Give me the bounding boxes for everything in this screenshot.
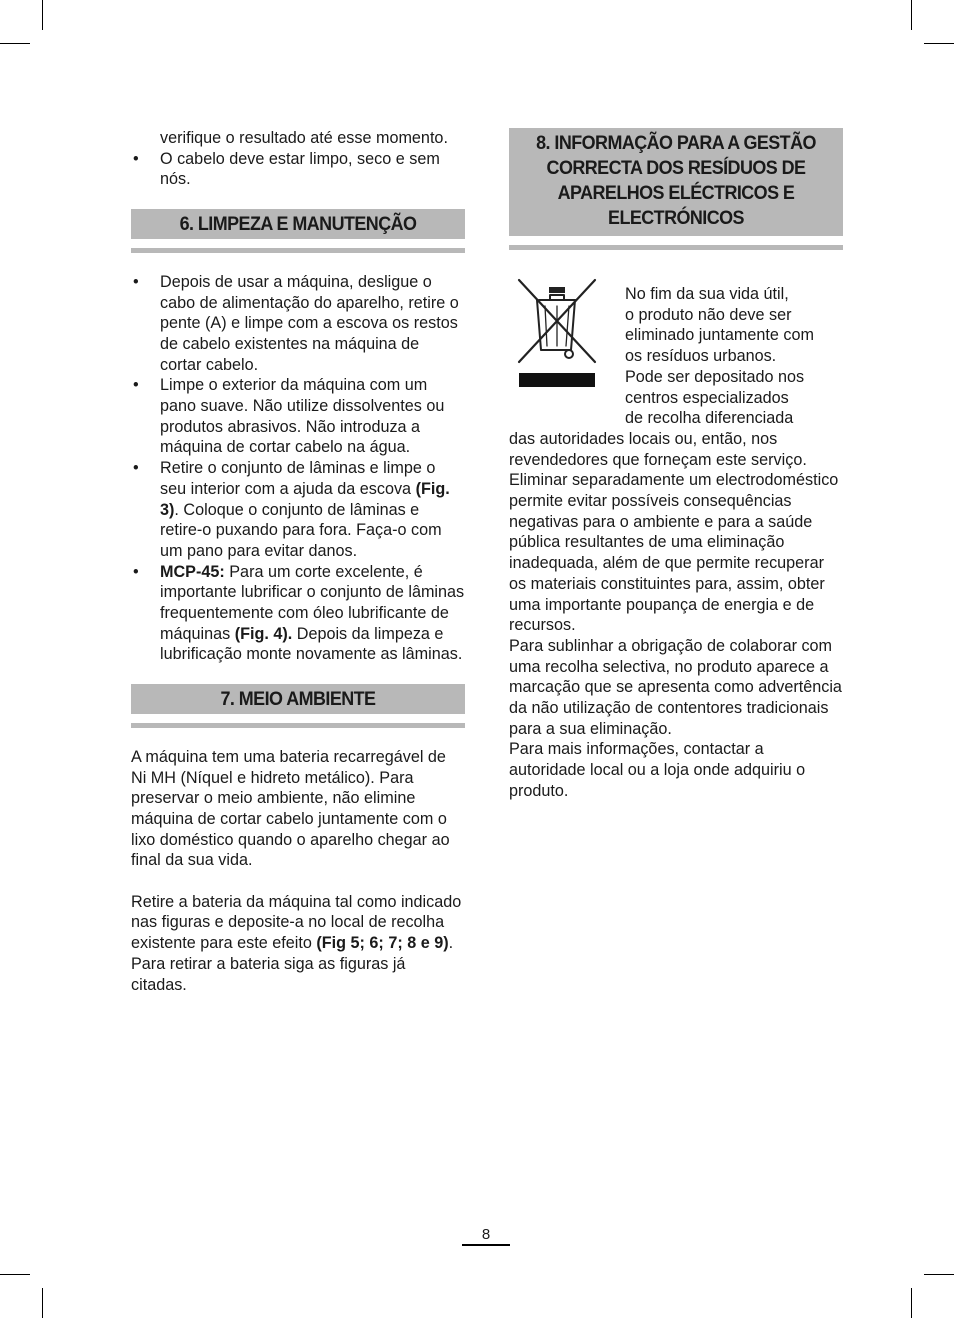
s7-paragraph-1: A máquina tem uma bateria recarregável de Ni MH (Níquel e hidreto metálico). Para preservar o meio ambiente, não elimine máquina de cortar cabelo juntamente com o lixo doméstico quando o aparelho chegar ao final da sua vida. (131, 747, 450, 870)
model-name: MCP-45: (160, 562, 225, 581)
section-6-list (131, 272, 465, 665)
section-7-header (131, 684, 465, 728)
intro-bullet-text: O cabelo deve estar limpo, seco e sem nós. (160, 149, 440, 189)
section-divider (131, 723, 465, 728)
crop-mark (42, 1288, 43, 1318)
section-divider (509, 245, 843, 250)
section-8-header (509, 128, 843, 250)
section-divider (131, 248, 465, 253)
s6-bullet-4-a: Para um corte excelente, é importante lubrificar o conjunto de lâminas frequentemente com óleo lubrificante de máquinas (160, 562, 465, 643)
crossed-out-wheelie-bin-icon (509, 276, 605, 388)
crop-mark (42, 0, 43, 30)
left-column (131, 128, 465, 995)
s8-paragraph-3: Para mais informações, contactar a autoridade local ou a loja onde adquiriu o produto. (509, 740, 806, 800)
s7-paragraph-2 (131, 892, 465, 996)
s8-paragraph-2: Para sublinhar a obrigação de colaborar com uma recolha selectiva, no produto aparece a marcação que se apresenta como advertência da não utilização de contentores tradicionais para a sua eliminação. (509, 636, 842, 738)
text-line: eliminado juntamente com (625, 326, 814, 345)
crop-mark (0, 1274, 30, 1275)
list-item (131, 562, 465, 666)
list-item (131, 272, 465, 376)
crop-mark (911, 1288, 912, 1318)
page-number: 8 (481, 1226, 491, 1243)
text-line: de recolha diferenciada (625, 409, 794, 428)
crop-mark (0, 43, 30, 44)
section-6-header (131, 209, 465, 253)
s6-bullet-3-b: . Coloque o conjunto de lâminas e retire-o puxando para fora. Faça-o com um pano para evitar danos. (160, 500, 442, 560)
figure-reference: (Fig. 3) (160, 479, 450, 519)
s7-paragraph-2-b: . Para retirar a bateria siga as figuras já citadas. (131, 934, 454, 994)
intro-line: verifique o resultado até esse momento. (160, 129, 448, 147)
text-line: os resíduos urbanos. (625, 347, 777, 366)
section-6-title: 6. LIMPEZA E MANUTENÇÃO (144, 214, 451, 235)
figure-reference: (Fig. 4). (234, 624, 293, 643)
bullet-icon: • (133, 272, 139, 291)
bullet-icon: • (133, 149, 139, 168)
s7-paragraph-2-a: Retire a bateria da máquina tal como indicado nas figuras e deposite-a no local de recolha existente para este efeito (131, 892, 462, 953)
text-line: o produto não deve ser (625, 305, 792, 324)
s6-bullet-3-a: Retire o conjunto de lâminas e limpe o seu interior com a ajuda da escova (160, 459, 436, 498)
section-7-body (131, 747, 465, 995)
s6-bullet-4-b: Depois da limpeza e lubrificação monte novamente as lâminas. (160, 624, 463, 664)
figure-reference: (Fig 5; 6; 7; 8 e 9) (316, 934, 449, 953)
bullet-icon: • (133, 562, 139, 581)
s6-bullet-2: Limpe o exterior da máquina com um pano suave. Não utilize dissolventes ou produtos abrasivos. Não introduza a máquina de cortar cabelo na água. (160, 376, 445, 457)
s8-paragraph-1: das autoridades locais ou, então, nos revendedores que forneçam este serviço. Eliminar separadamente um electrodoméstico permite evitar possíveis consequências negativas para o ambiente e para a saúde pública resultantes de uma eliminação inadequada, além de que permite recuperar os materiais constituintes para, assim, obter uma importante poupança de energia e de recursos. (509, 429, 839, 635)
section-7-title: 7. MEIO AMBIENTE (144, 689, 451, 710)
page-number-underline (462, 1244, 510, 1246)
bullet-icon: • (133, 459, 139, 478)
text-line: centros especializados (625, 388, 789, 407)
crop-mark (924, 43, 954, 44)
crop-mark (924, 1274, 954, 1275)
right-column (509, 128, 843, 802)
section-8-title: 8. INFORMAÇÃO PARA A GESTÃO CORRECTA DOS RESÍDUOS DE APARELHOS ELÉCTRICOS E ELECTRÓNICOS (526, 131, 826, 231)
s6-bullet-1: Depois de usar a máquina, desligue o cabo de alimentação do aparelho, retire o pente (A) e limpe com a escova os restos de cabelo existentes na máquina de cortar cabelo. (160, 272, 459, 374)
bullet-icon: • (133, 376, 139, 395)
list-item (131, 149, 465, 190)
list-item (131, 375, 465, 458)
crop-mark (911, 0, 912, 30)
list-item (131, 458, 465, 562)
text-line: No fim da sua vida útil, (625, 285, 789, 303)
text-line: Pode ser depositado nos (625, 367, 805, 386)
